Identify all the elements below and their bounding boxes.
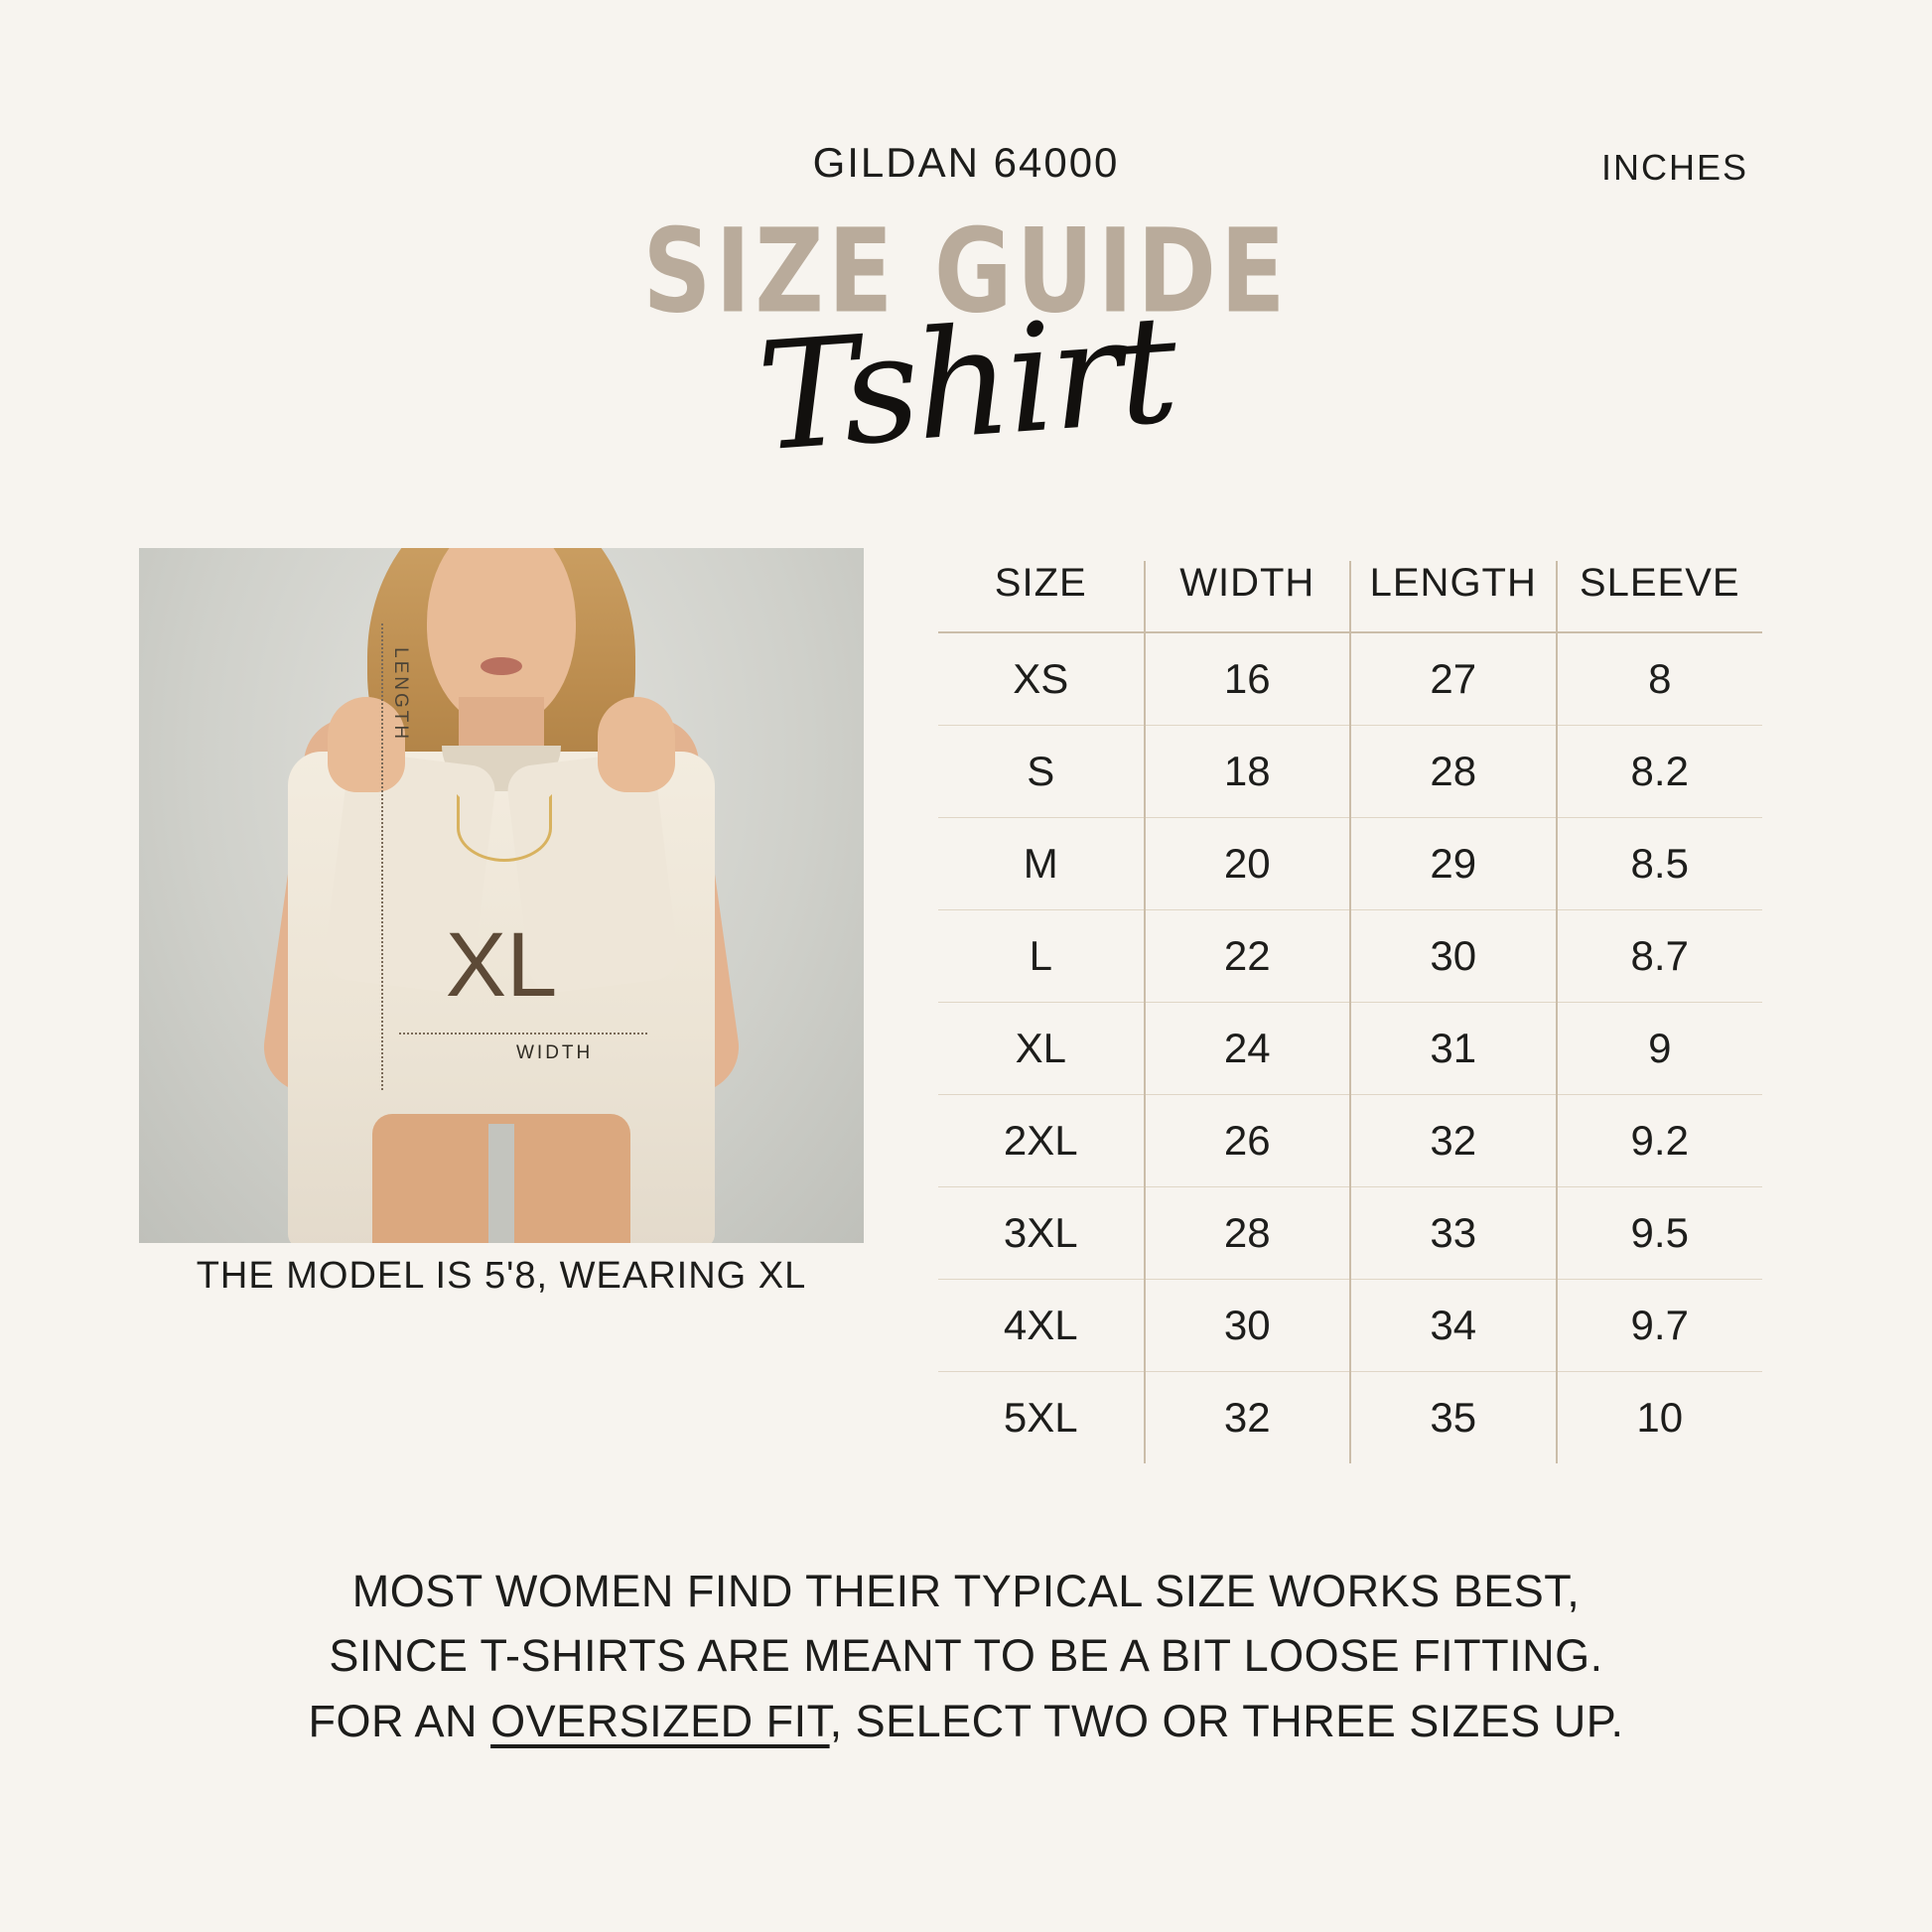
fit-note bbox=[0, 1559, 1932, 1753]
cell-length: 27 bbox=[1350, 632, 1557, 726]
table-row bbox=[938, 1372, 1762, 1464]
cell-sleeve: 9 bbox=[1557, 1003, 1763, 1095]
cell-size: 4XL bbox=[938, 1280, 1145, 1372]
cell-sleeve: 8 bbox=[1557, 632, 1763, 726]
length-measure-line bbox=[381, 623, 383, 1090]
units-label: INCHES bbox=[1600, 147, 1748, 188]
table-row bbox=[938, 726, 1762, 818]
length-measure-label: LENGTH bbox=[390, 647, 411, 743]
table-row bbox=[938, 910, 1762, 1003]
cell-sleeve: 9.5 bbox=[1557, 1187, 1763, 1280]
header bbox=[0, 0, 1932, 556]
cell-length: 31 bbox=[1350, 1003, 1557, 1095]
table-row bbox=[938, 1187, 1762, 1280]
fit-note-line-3-post: , SELECT TWO OR THREE SIZES UP. bbox=[829, 1695, 1624, 1746]
brand-code: GILDAN 64000 bbox=[812, 139, 1120, 186]
cell-width: 28 bbox=[1145, 1187, 1351, 1280]
cell-length: 30 bbox=[1350, 910, 1557, 1003]
cell-size: 5XL bbox=[1003, 1394, 1078, 1441]
width-measure-label: WIDTH bbox=[516, 1042, 594, 1063]
fit-note-line-1: MOST WOMEN FIND THEIR TYPICAL SIZE WORKS BEST, bbox=[351, 1566, 1581, 1616]
page-title: SIZE GUIDE bbox=[642, 204, 1290, 340]
cell-sleeve: 8.5 bbox=[1557, 818, 1763, 910]
cell-sleeve: 9.7 bbox=[1557, 1280, 1763, 1372]
table-row bbox=[938, 1003, 1762, 1095]
width-measure-line bbox=[399, 1033, 647, 1035]
cell-sleeve: 8.2 bbox=[1557, 726, 1763, 818]
cell-width: 32 bbox=[1145, 1372, 1351, 1464]
cell-size: L bbox=[938, 910, 1145, 1003]
table-row bbox=[938, 632, 1762, 726]
fit-note-line-2: SINCE T-SHIRTS ARE MEANT TO BE A BIT LOOSE FITTING. bbox=[329, 1630, 1603, 1682]
model-photo-caption: THE MODEL IS 5'8, WEARING XL bbox=[196, 1255, 807, 1297]
cell-length: 28 bbox=[1350, 726, 1557, 818]
cell-size: 3XL bbox=[938, 1187, 1145, 1280]
model-leg-gap bbox=[488, 1124, 514, 1243]
cell-size: M bbox=[938, 818, 1145, 910]
cell-length: 32 bbox=[1350, 1095, 1557, 1187]
cell-length: 29 bbox=[1350, 818, 1557, 910]
cell-size: XS bbox=[938, 632, 1145, 726]
cell-length: 34 bbox=[1350, 1280, 1557, 1372]
size-table-wrapper bbox=[938, 561, 1762, 1463]
cell-sleeve: 8.7 bbox=[1557, 910, 1763, 1003]
cell-sleeve: 10 bbox=[1557, 1372, 1763, 1464]
cell-length: 33 bbox=[1350, 1187, 1557, 1280]
cell-width: 22 bbox=[1145, 910, 1351, 1003]
model-photo bbox=[139, 548, 864, 1243]
cell-size: 2XL bbox=[938, 1095, 1145, 1187]
cell-width: 24 bbox=[1145, 1003, 1351, 1095]
cell-size: S bbox=[938, 726, 1145, 818]
model-photo-block bbox=[139, 548, 864, 1297]
necklace-icon bbox=[457, 794, 552, 862]
fit-note-emphasis: OVERSIZED FIT bbox=[490, 1695, 830, 1746]
table-header-row bbox=[938, 561, 1762, 632]
table-row bbox=[938, 818, 1762, 910]
model-lips bbox=[481, 657, 522, 675]
cell-length: 35 bbox=[1350, 1372, 1557, 1464]
cell-width: 20 bbox=[1145, 818, 1351, 910]
page-subtitle-script: Tshirt bbox=[753, 283, 1179, 485]
cell-width: 16 bbox=[1145, 632, 1351, 726]
fit-note-line-3-pre: FOR AN bbox=[308, 1695, 491, 1746]
cell-width: 18 bbox=[1145, 726, 1351, 818]
column-header-sleeve: SLEEVE bbox=[1557, 561, 1763, 632]
shirt-size-badge: XL bbox=[445, 914, 558, 1016]
table-row bbox=[938, 1280, 1762, 1372]
fit-note-line-3 bbox=[0, 1689, 1932, 1753]
size-table bbox=[938, 561, 1762, 1463]
cell-width: 26 bbox=[1145, 1095, 1351, 1187]
column-header-width: WIDTH bbox=[1145, 561, 1351, 632]
cell-sleeve: 9.2 bbox=[1557, 1095, 1763, 1187]
column-header-size: SIZE bbox=[938, 561, 1145, 632]
cell-size: XL bbox=[938, 1003, 1145, 1095]
model-hand-right bbox=[598, 697, 675, 792]
cell-width: 30 bbox=[1145, 1280, 1351, 1372]
table-row bbox=[938, 1095, 1762, 1187]
column-header-length: LENGTH bbox=[1350, 561, 1557, 632]
